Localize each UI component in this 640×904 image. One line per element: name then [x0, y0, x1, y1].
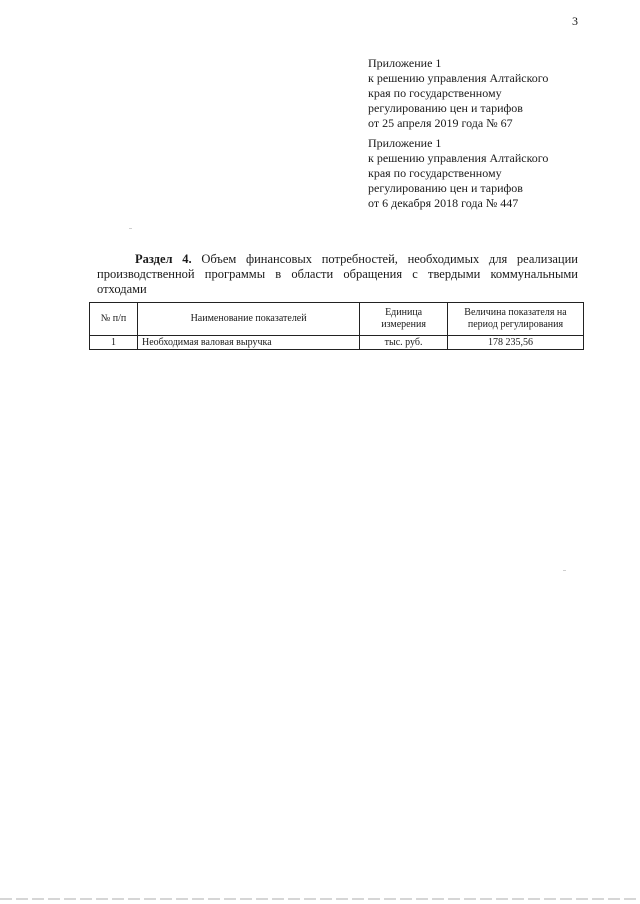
- section-title-part: Объем финансовых потребностей, необходимых для реализации: [201, 252, 578, 266]
- section-label: Раздел 4.: [135, 252, 192, 266]
- appendix-line: края по государственному: [368, 86, 502, 100]
- appendix-date-line: от 25 апреля 2019 года № 67: [368, 116, 513, 130]
- header-number: № п/п: [90, 303, 138, 336]
- section-heading-line-3: отходами: [97, 282, 147, 296]
- section-heading-line-2: производственной программы в области обращения с твердыми коммунальными: [97, 267, 578, 281]
- appendix-line: к решению управления Алтайского: [368, 151, 549, 165]
- appendix-title: Приложение 1: [368, 136, 442, 150]
- header-unit: Единица измерения: [360, 303, 448, 336]
- appendix-line: края по государственному: [368, 166, 502, 180]
- scan-edge-artifact: [0, 898, 640, 900]
- header-value: Величина показателя на период регулирования: [448, 303, 584, 336]
- table-row: [90, 336, 584, 350]
- appendix-line: регулированию цен и тарифов: [368, 181, 523, 195]
- section-heading-line-1: [97, 252, 578, 267]
- header-name: Наименование показателей: [138, 303, 360, 336]
- scan-speck: [129, 228, 132, 229]
- cell-value: 178 235,56: [448, 336, 584, 350]
- appendix-date-line: от 6 декабря 2018 года № 447: [368, 196, 519, 210]
- appendix-title: Приложение 1: [368, 56, 442, 70]
- financial-needs-table: [89, 302, 584, 350]
- cell-number: 1: [90, 336, 138, 350]
- appendix-block-current: [368, 56, 608, 131]
- cell-unit: тыс. руб.: [360, 336, 448, 350]
- scan-speck: [563, 570, 566, 571]
- page-number: 3: [572, 14, 578, 28]
- table-header-row: [90, 303, 584, 336]
- cell-name: Необходимая валовая выручка: [138, 336, 360, 350]
- appendix-line: регулированию цен и тарифов: [368, 101, 523, 115]
- appendix-block-original: [368, 136, 608, 211]
- section-heading: [97, 252, 578, 297]
- appendix-line: к решению управления Алтайского: [368, 71, 549, 85]
